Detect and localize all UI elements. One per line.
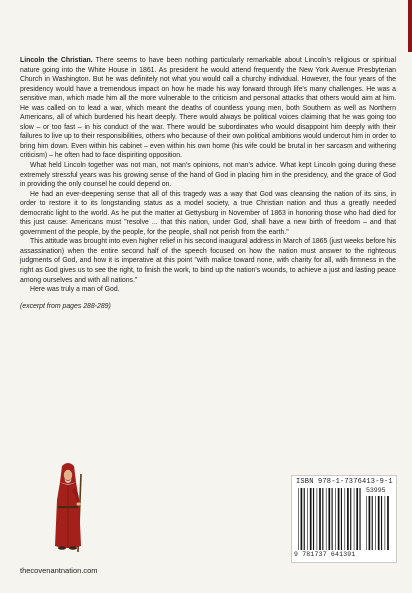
paragraph-3: He had an ever-deepening sense that all of this tragedy was a way that God was cleansing the nation of its sins, in order to restore it to its longstanding status as a model society, a true Christian nation and thus a greatly needed democratic light to the world. As he put the matter at Gettysburg in November of 1863 in honoring those who had died for this just cause: Americans must "resolve ... that this nation, under God, shall have a new birth of freedom – and that government of the people, by the people, for the people, shall not perish from the earth." xyxy=(20,190,396,236)
price-addon-number: 53995 xyxy=(366,487,386,494)
barcode-bar xyxy=(359,488,360,550)
barcode-bar xyxy=(317,488,318,550)
barcode-bar xyxy=(322,488,323,550)
ean-number: 9 781737 641391 xyxy=(294,551,356,558)
barcode-bar xyxy=(381,496,382,550)
barcode-bar xyxy=(385,496,386,550)
lead-title: Lincoln the Christian. xyxy=(20,57,93,64)
barcode-bar xyxy=(369,496,371,550)
barcode-bar xyxy=(347,488,349,550)
barcode-bar xyxy=(375,496,376,550)
barcode-bar xyxy=(345,488,346,550)
barcode-bar xyxy=(301,488,303,550)
ean-barcode-bars xyxy=(298,488,362,550)
barcode-bar xyxy=(366,496,367,550)
barcode-bar xyxy=(356,488,358,550)
isbn-number: ISBN 978-1-7376413-9-1 xyxy=(296,478,393,486)
paragraph-1-text: There seems to have been nothing particularly remarkable about Lincoln's religious or spiritual nature going into the White House in 1861. As president he would attend frequently the New York Avenue Presbyterian Church in Washington. But he was definitely not what you would call a churchy individual. However, the four years of the presidency would have a tremendous impact on how he made his way forward through life's many challenges. He was a sensitive man, which made him all the more vulnerable to the criticism and personal attacks that others would aim at him. He was called on to lead a war, which meant the deaths of countless young men, both Southern as well as Northern Americans, all of which burdened his heart deeply. There would always be political voices claiming that he was going too slow – or too fast – in his conduct of the war. There would be subordinates who would disappoint him deeply with their failures to live up to their responsibilities, others who because of their own political ambitions would undercut him in order to bring him down. Even within his cabinet – even within his own home (his wife could be brutal in her sarcasm and withering criticism) – he often had to face dispiriting opposition. xyxy=(20,57,396,160)
barcode-bar xyxy=(372,496,373,550)
publisher-website[interactable]: thecovenantnation.com xyxy=(20,566,98,575)
red-edge-tab xyxy=(408,0,412,52)
paragraph-2: What held Lincoln together was not man, not man's opinions, not man's advice. What kept Lincoln going during these extremely stressful years was his growing sense of the hand of God in placing him in the presidency, and the grace of God in providing the only counsel he could depend on. xyxy=(20,162,396,189)
isbn-barcode xyxy=(291,475,397,563)
red-robed-pilgrim-figure-icon xyxy=(48,460,88,555)
barcode-bar xyxy=(304,488,305,550)
barcode-bar xyxy=(313,488,314,550)
barcode-bar xyxy=(319,488,321,550)
barcode-bar xyxy=(341,488,342,550)
barcode-bar xyxy=(378,496,380,550)
barcode-bar xyxy=(335,488,336,550)
barcode-bar xyxy=(350,488,351,550)
barcode-bar xyxy=(326,488,327,550)
paragraph-5: Here was truly a man of God. xyxy=(30,286,120,294)
back-cover-text xyxy=(20,56,396,311)
barcode-bar xyxy=(310,488,312,550)
paragraph-4: This attitude was brought into even higher relief in his second inaugural address in March of 1865 (just weeks before his assassination) when the entire second half of the speech focused on how the nation must answer to the righteous judgments of God, and how it is imperative at this point "with malice toward none, with charity for all, with firmness in the right as God gives us to see the right, to finish the work, to bind up the nation's wounds, to achieve a just and lasting peace among ourselves and with all nations." xyxy=(20,238,396,284)
paragraph-1 xyxy=(20,56,396,161)
price-addon-bars xyxy=(366,496,390,550)
excerpt-note: (excerpt from pages 288-289) xyxy=(20,302,111,310)
barcode-bar xyxy=(307,488,308,550)
barcode-bar xyxy=(332,488,333,550)
barcode-bar xyxy=(387,496,389,550)
barcode-bar xyxy=(298,488,299,550)
barcode-bar xyxy=(338,488,340,550)
barcode-bar xyxy=(354,488,355,550)
barcode-bar xyxy=(328,488,330,550)
